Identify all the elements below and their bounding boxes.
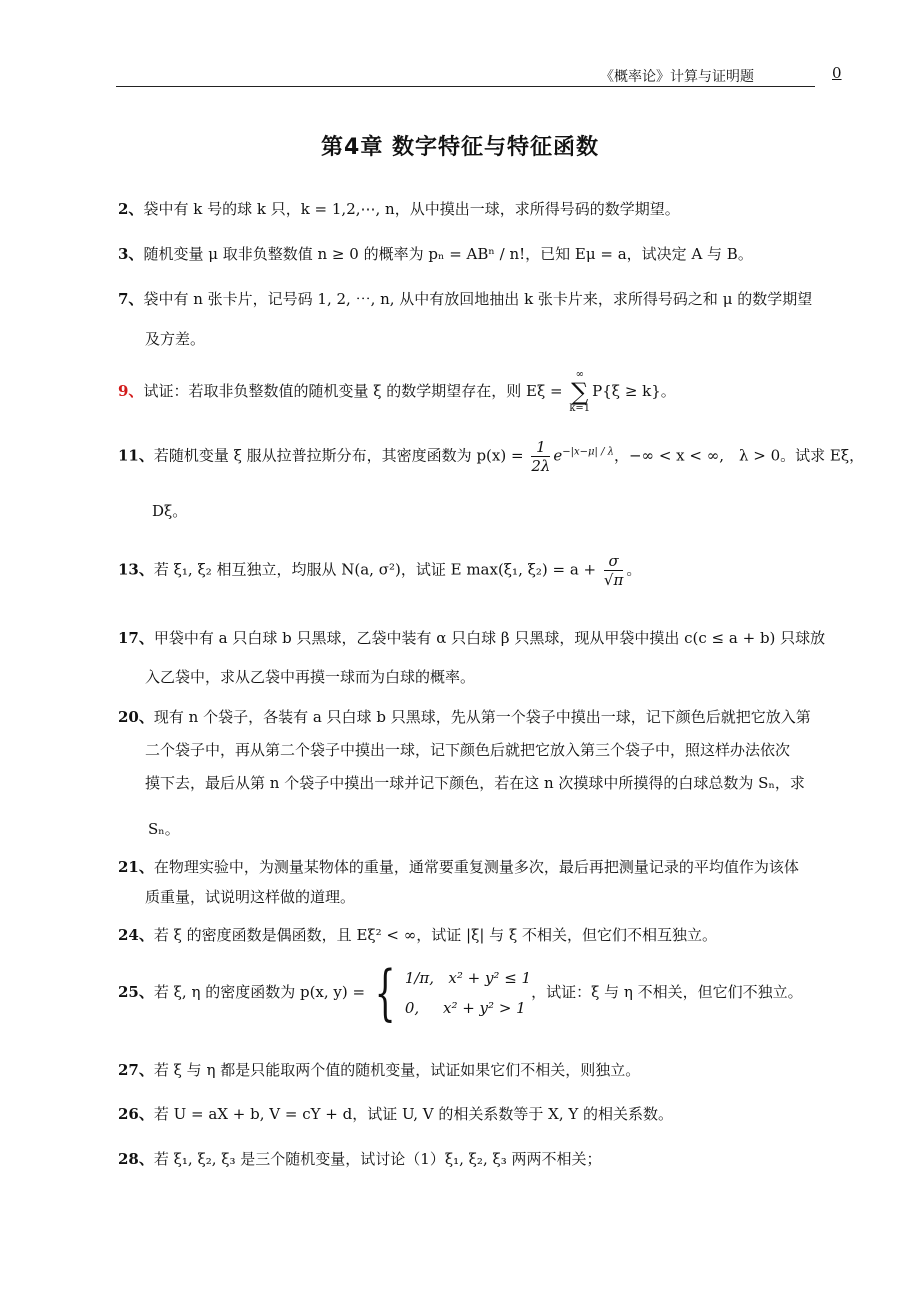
problem-20-continuation-1: 二个袋子中，再从第二个袋子中摸出一球，记下颜色后就把它放入第三个袋子中，照这样办法依次 bbox=[145, 741, 791, 759]
header-title: 《概率论》计算与证明题 bbox=[600, 69, 754, 85]
problem-number: 27、 bbox=[118, 1061, 154, 1079]
problem-text: 若 ξ 与 η 都是只能取两个值的随机变量，试证如果它们不相关，则独立。 bbox=[153, 1061, 641, 1079]
problem-number: 7、 bbox=[118, 290, 144, 308]
chapter-title: 第4章 数字特征与特征函数 bbox=[321, 135, 599, 160]
problem-text: 随机变量 μ 取非负整数值 n ≥ 0 的概率为 pₙ = ABⁿ / n!，已知 Eμ = a，试决定 A 与 B。 bbox=[143, 245, 753, 263]
problem-text: 若 ξ₁, ξ₂ 相互独立，均服从 N(a, σ²)，试证 E max(ξ₁, ξ₂) = a + bbox=[153, 560, 597, 579]
problem-text-end: ，试证：ξ 与 η 不相关，但它们不独立。 bbox=[531, 983, 803, 1001]
problem-number: 11、 bbox=[118, 446, 154, 465]
problem-20-continuation-3: Sₙ。 bbox=[148, 820, 180, 838]
page-number: 0 bbox=[832, 64, 842, 82]
denominator: √π bbox=[603, 571, 624, 589]
fraction bbox=[531, 438, 550, 475]
problem-number: 28、 bbox=[118, 1150, 154, 1168]
problem-text: 若 U = aX + b, V = cY + d，试证 U, V 的相关系数等于 X, Y 的相关系数。 bbox=[153, 1105, 674, 1123]
problem-9 bbox=[118, 370, 858, 414]
case-1: 1/π, x² + y² ≤ 1 bbox=[404, 969, 532, 987]
problem-number: 25、 bbox=[118, 983, 154, 1001]
problem-20-continuation-2: 摸下去，最后从第 n 个袋子中摸出一球并记下颜色，若在这 n 次摸球中所摸得的白球总数为 Sₙ，求 bbox=[145, 774, 805, 792]
problem-25 bbox=[118, 958, 858, 1028]
problem-text: 若 ξ₁, ξ₂, ξ₃ 是三个随机变量，试讨论（1）ξ₁, ξ₂, ξ₃ 两两不相关； bbox=[153, 1150, 602, 1168]
problem-26 bbox=[118, 1103, 858, 1125]
problem-text-end: 。 bbox=[626, 560, 642, 579]
header-rule bbox=[116, 86, 815, 87]
cases bbox=[405, 963, 531, 1023]
problem-text-end: P{ξ ≥ k}。 bbox=[592, 382, 676, 400]
problem-21 bbox=[118, 856, 858, 878]
problem-text: 袋中有 n 张卡片，记号码 1, 2, ⋯, n, 从中有放回地抽出 k 张卡片来，求所得号码之和 μ 的数学期望 bbox=[143, 290, 813, 308]
problem-text: 若随机变量 ξ 服从拉普拉斯分布，其密度函数为 p(x) = bbox=[153, 446, 524, 465]
problem-13 bbox=[118, 552, 858, 589]
problem-20 bbox=[118, 706, 858, 728]
problem-21-continuation: 质重量，试说明这样做的道理。 bbox=[145, 888, 356, 906]
problem-17 bbox=[118, 627, 858, 649]
left-brace: { bbox=[374, 958, 396, 1028]
numerator: 1 bbox=[531, 438, 550, 457]
problem-number: 26、 bbox=[118, 1105, 154, 1123]
problem-text: 若 ξ, η 的密度函数为 p(x, y) = bbox=[153, 983, 366, 1001]
problem-11-continuation: Dξ。 bbox=[152, 502, 188, 520]
problem-number: 3、 bbox=[118, 245, 144, 263]
exp-base: e bbox=[553, 446, 563, 465]
problem-17-continuation: 入乙袋中，求从乙袋中再摸一球而为白球的概率。 bbox=[145, 668, 476, 686]
problem-number: 17、 bbox=[118, 629, 154, 647]
problem-text: 在物理实验中，为测量某物体的重量，通常要重复测量多次，最后再把测量记录的平均值作为该体 bbox=[153, 858, 799, 876]
problem-text: 现有 n 个袋子，各装有 a 只白球 b 只黑球，先从第一个袋子中摸出一球，记下颜色后就把它放入第 bbox=[153, 708, 811, 726]
problem-number: 24、 bbox=[118, 926, 154, 944]
problem-27 bbox=[118, 1059, 858, 1081]
problem-number: 2、 bbox=[118, 200, 144, 218]
sigma-symbol: ∑ bbox=[571, 378, 589, 406]
denominator: 2λ bbox=[531, 457, 551, 475]
problem-7-continuation: 及方差。 bbox=[145, 330, 206, 348]
problem-24 bbox=[118, 924, 858, 946]
piecewise-definition bbox=[370, 958, 532, 1028]
problem-2 bbox=[118, 198, 858, 220]
problem-number: 20、 bbox=[118, 708, 154, 726]
problem-text-end: ，−∞ < x < ∞, λ > 0。试求 Eξ， bbox=[613, 446, 865, 465]
problem-text: 甲袋中有 a 只白球 b 只黑球，乙袋中装有 α 只白球 β 只黑球，现从甲袋中摸出 c(c ≤ a + b) 只球放 bbox=[153, 629, 826, 647]
numerator: σ bbox=[604, 552, 623, 571]
problem-3 bbox=[118, 243, 858, 265]
problem-number: 13、 bbox=[118, 560, 154, 579]
case-2: 0, x² + y² > 1 bbox=[404, 999, 526, 1017]
problem-text: 试证：若取非负整数值的随机变量 ξ 的数学期望存在，则 Eξ = bbox=[143, 382, 563, 400]
problem-7 bbox=[118, 288, 858, 310]
fraction bbox=[604, 552, 623, 589]
sum-upper: ∞ bbox=[575, 369, 584, 380]
sum-lower: k=1 bbox=[569, 403, 591, 414]
problem-number: 21、 bbox=[118, 858, 154, 876]
problem-text: 若 ξ 的密度函数是偶函数，且 Eξ² < ∞，试证 |ξ| 与 ξ 不相关，但它们不相互独立。 bbox=[153, 926, 717, 944]
summation bbox=[569, 370, 590, 414]
problem-number: 9、 bbox=[118, 382, 144, 400]
problem-text: 袋中有 k 号的球 k 只，k = 1,2,⋯, n，从中摸出一球，求所得号码的数学期望。 bbox=[143, 200, 680, 218]
problem-11 bbox=[118, 438, 865, 475]
exponent: −|x−μ| / λ bbox=[562, 446, 614, 458]
problem-28 bbox=[118, 1148, 858, 1170]
